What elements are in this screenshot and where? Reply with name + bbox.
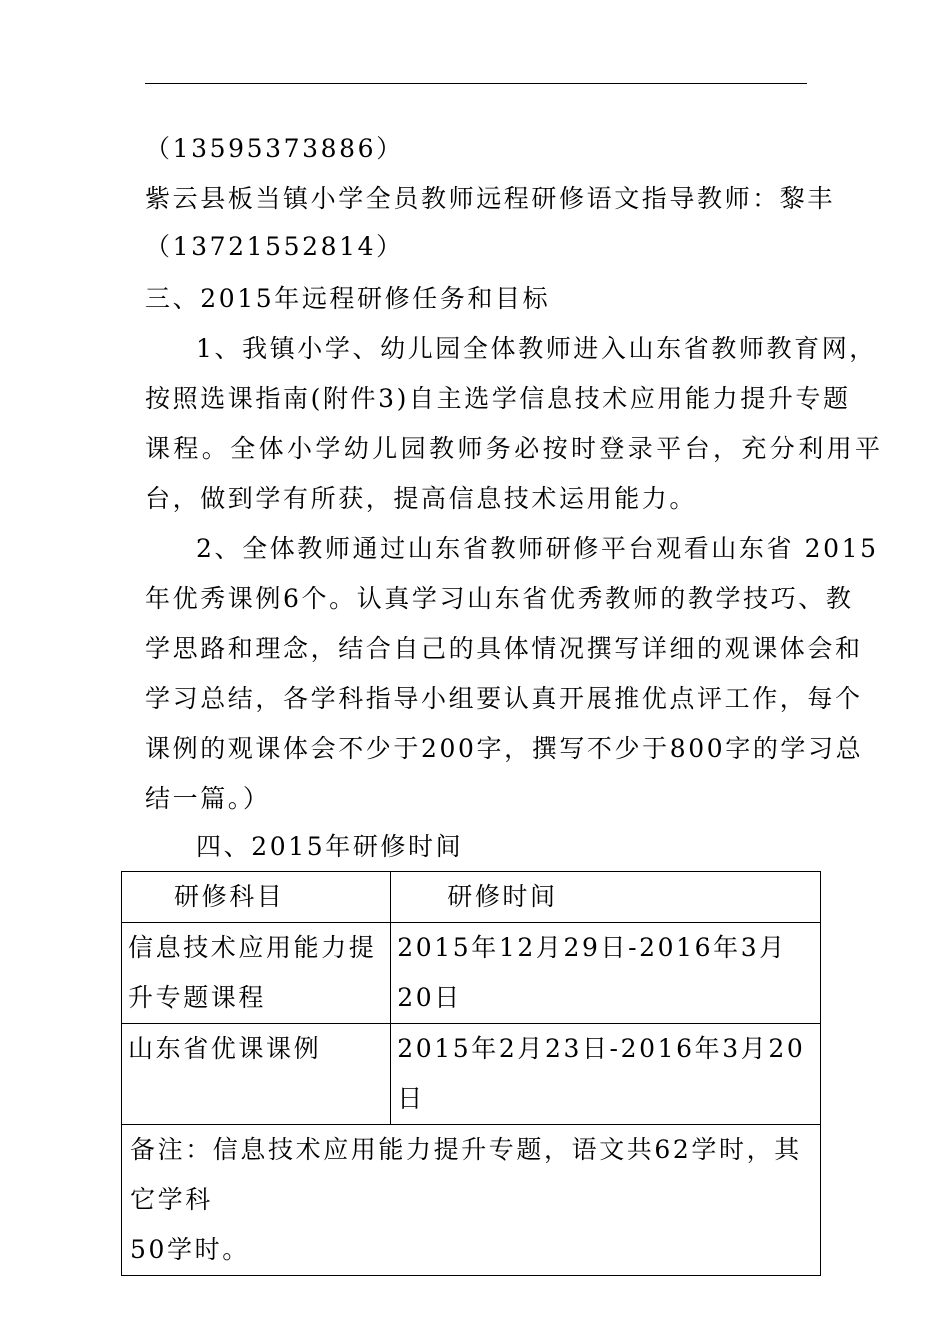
- time-cell: 2015年2月23日-2016年3月20日: [391, 1024, 821, 1125]
- schedule-table: [121, 871, 821, 1276]
- table-header-row: [122, 872, 821, 923]
- header-subject: 研修科目: [122, 872, 391, 923]
- section-3-heading: 三、2015年远程研修任务和目标: [145, 284, 551, 313]
- subject-cell: 山东省优课课例: [122, 1024, 391, 1125]
- subject-line-2: 升专题课程: [128, 983, 267, 1012]
- paragraph-2-line-1: 2、全体教师通过山东省教师研修平台观看山东省 2015: [196, 534, 879, 563]
- guide-teacher-line: 紫云县板当镇小学全员教师远程研修语文指导教师：黎丰: [145, 184, 836, 213]
- note-cell: [122, 1125, 821, 1276]
- paragraph-1-line-4: 台，做到学有所获，提高信息技术运用能力。: [145, 484, 698, 513]
- table-row: [122, 923, 821, 1024]
- note-line-1: 备注：信息技术应用能力提升专题，语文共62学时，其它学科: [130, 1135, 802, 1214]
- phone-number-1: （13595373886）: [145, 134, 404, 163]
- subject-line-1: 信息技术应用能力提: [128, 933, 377, 962]
- table-note-row: [122, 1125, 821, 1276]
- note-line-2: 50学时。: [130, 1235, 250, 1264]
- header-time: 研修时间: [391, 872, 821, 923]
- table-row: [122, 1024, 821, 1125]
- paragraph-2-line-3: 学思路和理念，结合自己的具体情况撰写详细的观课体会和: [145, 634, 863, 663]
- paragraph-1-line-1: 1、我镇小学、幼儿园全体教师进入山东省教师教育网，: [196, 334, 877, 363]
- subject-cell: [122, 923, 391, 1024]
- paragraph-2-line-5: 课例的观课体会不少于200字，撰写不少于800字的学习总: [145, 734, 864, 763]
- time-cell: 2015年12月29日-2016年3月20日: [391, 923, 821, 1024]
- paragraph-2-line-6: 结一篇。）: [145, 784, 271, 813]
- section-4-heading: 四、2015年研修时间: [196, 832, 464, 861]
- phone-number-2: （13721552814）: [145, 232, 404, 261]
- paragraph-1-line-2: 按照选课指南(附件3)自主选学信息技术应用能力提升专题: [145, 384, 851, 413]
- header-rule: [145, 83, 807, 84]
- paragraph-2-line-4: 学习总结，各学科指导小组要认真开展推优点评工作，每个: [145, 684, 863, 713]
- paragraph-2-line-2: 年优秀课例6个。认真学习山东省优秀教师的教学技巧、教: [145, 584, 854, 613]
- paragraph-1-line-3: 课程。全体小学幼儿园教师务必按时登录平台，充分利用平: [145, 434, 884, 463]
